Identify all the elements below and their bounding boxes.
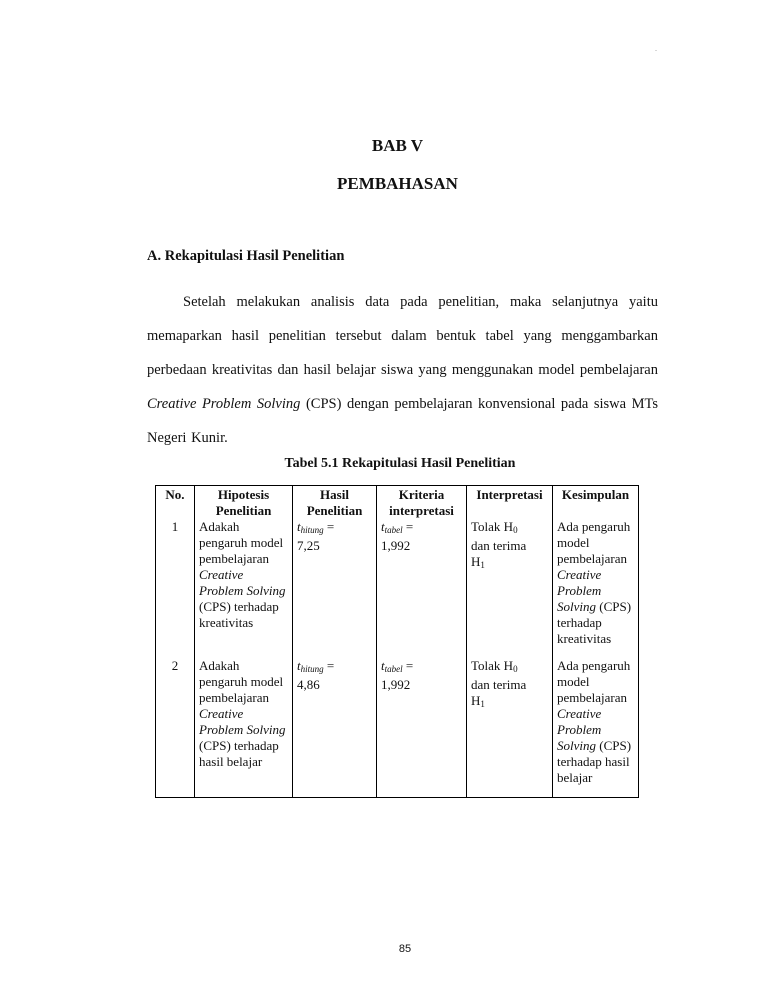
equals-sign: = (402, 519, 414, 534)
kriteria-value: 1,992 (381, 677, 411, 692)
t-subscript: tabel (384, 664, 403, 674)
interp-text: dan terima (471, 677, 527, 692)
chapter-number: BAB V (371, 136, 424, 155)
table-row (156, 519, 639, 658)
header-no: No. (156, 486, 195, 520)
equals-sign: = (323, 658, 335, 673)
header-interpretasi: Interpretasi (467, 486, 553, 520)
interp-subscript: 0 (513, 525, 518, 535)
cell-no: 1 (156, 519, 195, 658)
interp-subscript: 1 (480, 699, 485, 709)
t-variable: t (381, 658, 385, 673)
interp-subscript: 1 (480, 560, 485, 570)
cell-hasil (293, 658, 377, 798)
cell-kesimpulan (553, 519, 639, 658)
interp-text: Tolak H (471, 519, 514, 534)
interp-text: H (471, 554, 481, 569)
cell-kesimpulan (553, 658, 639, 798)
header-hipotesis: Hipotesis Penelitian (195, 486, 293, 520)
kes-italic: Creative Problem Solving (557, 706, 602, 753)
hyp-text: Adakah pengaruh model pembelajaran (199, 519, 284, 566)
t-variable: t (381, 519, 385, 534)
section-heading: A. Rekapitulasi Hasil Penelitian (147, 248, 345, 264)
interp-text: dan terima (471, 538, 527, 553)
corner-mark: . (655, 44, 657, 53)
header-kesimpulan: Kesimpulan (553, 486, 639, 520)
paragraph-italic-term: Creative Problem Solving (147, 396, 301, 412)
cell-no: 2 (156, 658, 195, 798)
kes-text: Ada pengaruh model pembelajaran (557, 519, 631, 566)
cell-hipotesis (195, 519, 293, 658)
hyp-text-end: (CPS) terhadap kreativitas (199, 599, 279, 630)
body-paragraph (147, 285, 658, 455)
t-subscript: tabel (384, 525, 403, 535)
hasil-value: 7,25 (297, 538, 320, 553)
kriteria-value: 1,992 (381, 538, 411, 553)
t-subscript: hitung (300, 525, 324, 535)
kes-italic: Creative Problem Solving (557, 567, 602, 614)
equals-sign: = (323, 519, 335, 534)
kes-text-end: (CPS) terhadap kreativitas (557, 599, 632, 646)
cell-interpretasi (467, 658, 553, 798)
kes-text: Ada pengaruh model pembelajaran (557, 658, 631, 705)
cell-kriteria (377, 658, 467, 798)
table-header-row (156, 486, 639, 520)
header-kriteria: Kriteria interpretasi (377, 486, 467, 520)
t-variable: t (297, 519, 301, 534)
chapter-title: PEMBAHASAN (337, 174, 458, 193)
hyp-text-end: (CPS) terhadap hasil belajar (199, 738, 279, 769)
interp-subscript: 0 (513, 664, 518, 674)
hyp-italic: Creative Problem Solving (199, 706, 286, 737)
hyp-italic: Creative Problem Solving (199, 567, 286, 598)
paragraph-text-2: (CPS) dengan pembelajaran konvensional pada siswa MTs Negeri Kunir. (147, 396, 659, 446)
paragraph-text-1: Setelah melakukan analisis data pada penelitian, maka selanjutnya yaitu memaparkan hasil penelitian tersebut dalam bentuk tabel yang menggambarkan perbedaan kreativitas dan hasil belajar siswa yang menggunakan model pembelajaran (147, 294, 658, 378)
recap-table (155, 485, 639, 798)
hasil-value: 4,86 (297, 677, 320, 692)
interp-text: Tolak H (471, 658, 514, 673)
header-hasil: Hasil Penelitian (293, 486, 377, 520)
interp-text: H (471, 693, 481, 708)
cell-interpretasi (467, 519, 553, 658)
t-subscript: hitung (300, 664, 324, 674)
cell-hasil (293, 519, 377, 658)
hyp-text: Adakah pengaruh model pembelajaran (199, 658, 284, 705)
cell-hipotesis (195, 658, 293, 798)
t-variable: t (297, 658, 301, 673)
page-number: 85 (398, 943, 412, 955)
equals-sign: = (402, 658, 414, 673)
cell-kriteria (377, 519, 467, 658)
table-row (156, 658, 639, 798)
kes-text-end: (CPS) terhadap hasil belajar (557, 738, 632, 785)
table-caption: Tabel 5.1 Rekapitulasi Hasil Penelitian (284, 456, 516, 471)
